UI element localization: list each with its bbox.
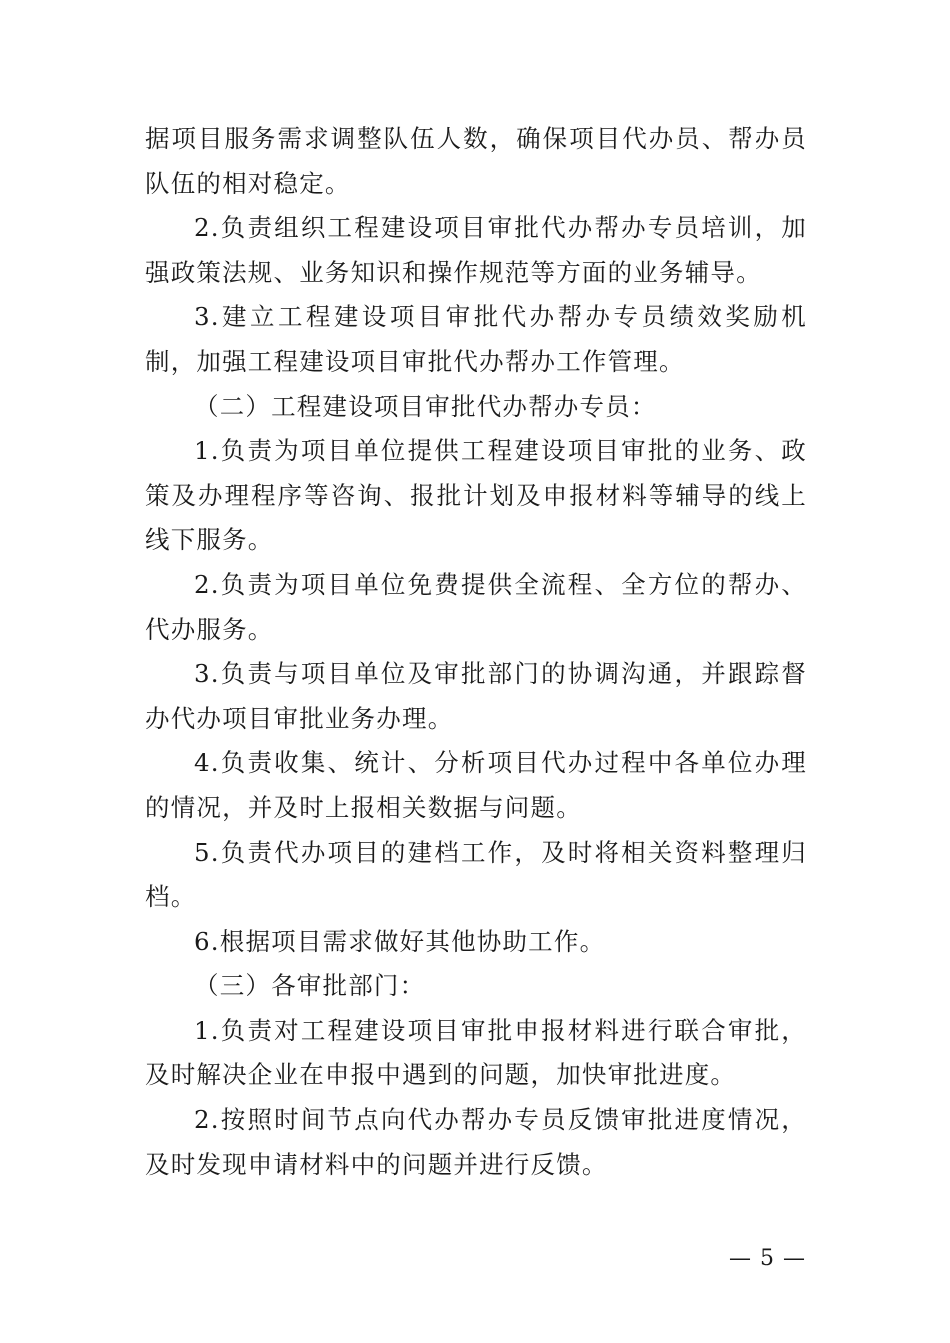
paragraph-item-2-free-service: 2.负责为项目单位免费提供全流程、全方位的帮办、代办服务。 <box>145 569 807 644</box>
paragraph-item-5-archiving: 5.负责代办项目的建档工作，及时将相关资料整理归档。 <box>145 837 807 912</box>
paragraph-continued: 据项目服务需求调整队伍人数，确保项目代办员、帮办员队伍的相对稳定。 <box>145 124 807 198</box>
page-number: — 5 — <box>729 1246 806 1271</box>
paragraph-item-6-other: 6.根据项目需求做好其他协助工作。 <box>194 926 606 956</box>
paragraph-item-2-feedback: 2.按照时间节点向代办帮办专员反馈审批进度情况，及时发现申请材料中的问题并进行反馈。 <box>145 1105 807 1179</box>
section-heading-specialists: （二）工程建设项目审批代办帮办专员： <box>194 391 657 421</box>
document-body <box>145 117 807 1187</box>
section-heading-departments: （三）各审批部门： <box>194 971 426 1001</box>
paragraph-item-1-joint-approval: 1.负责对工程建设项目审批申报材料进行联合审批，及时解决企业在申报中遇到的问题，加快审批进度。 <box>145 1015 807 1090</box>
paragraph-item-2-training: 2.负责组织工程建设项目审批代办帮办专员培训，加强政策法规、业务知识和操作规范等方面的业务辅导。 <box>145 213 807 287</box>
paragraph-item-1-consulting: 1.负责为项目单位提供工程建设项目审批的业务、政策及办理程序等咨询、报批计划及申报材料等辅导的线上线下服务。 <box>145 436 807 555</box>
paragraph-item-3-coordination: 3.负责与项目单位及审批部门的协调沟通，并跟踪督办代办项目审批业务办理。 <box>145 659 807 733</box>
paragraph-item-4-statistics: 4.负责收集、统计、分析项目代办过程中各单位办理的情况，并及时上报相关数据与问题。 <box>145 748 807 822</box>
paragraph-item-3-incentive: 3.建立工程建设项目审批代办帮办专员绩效奖励机制，加强工程建设项目审批代办帮办工作管理。 <box>145 302 807 376</box>
